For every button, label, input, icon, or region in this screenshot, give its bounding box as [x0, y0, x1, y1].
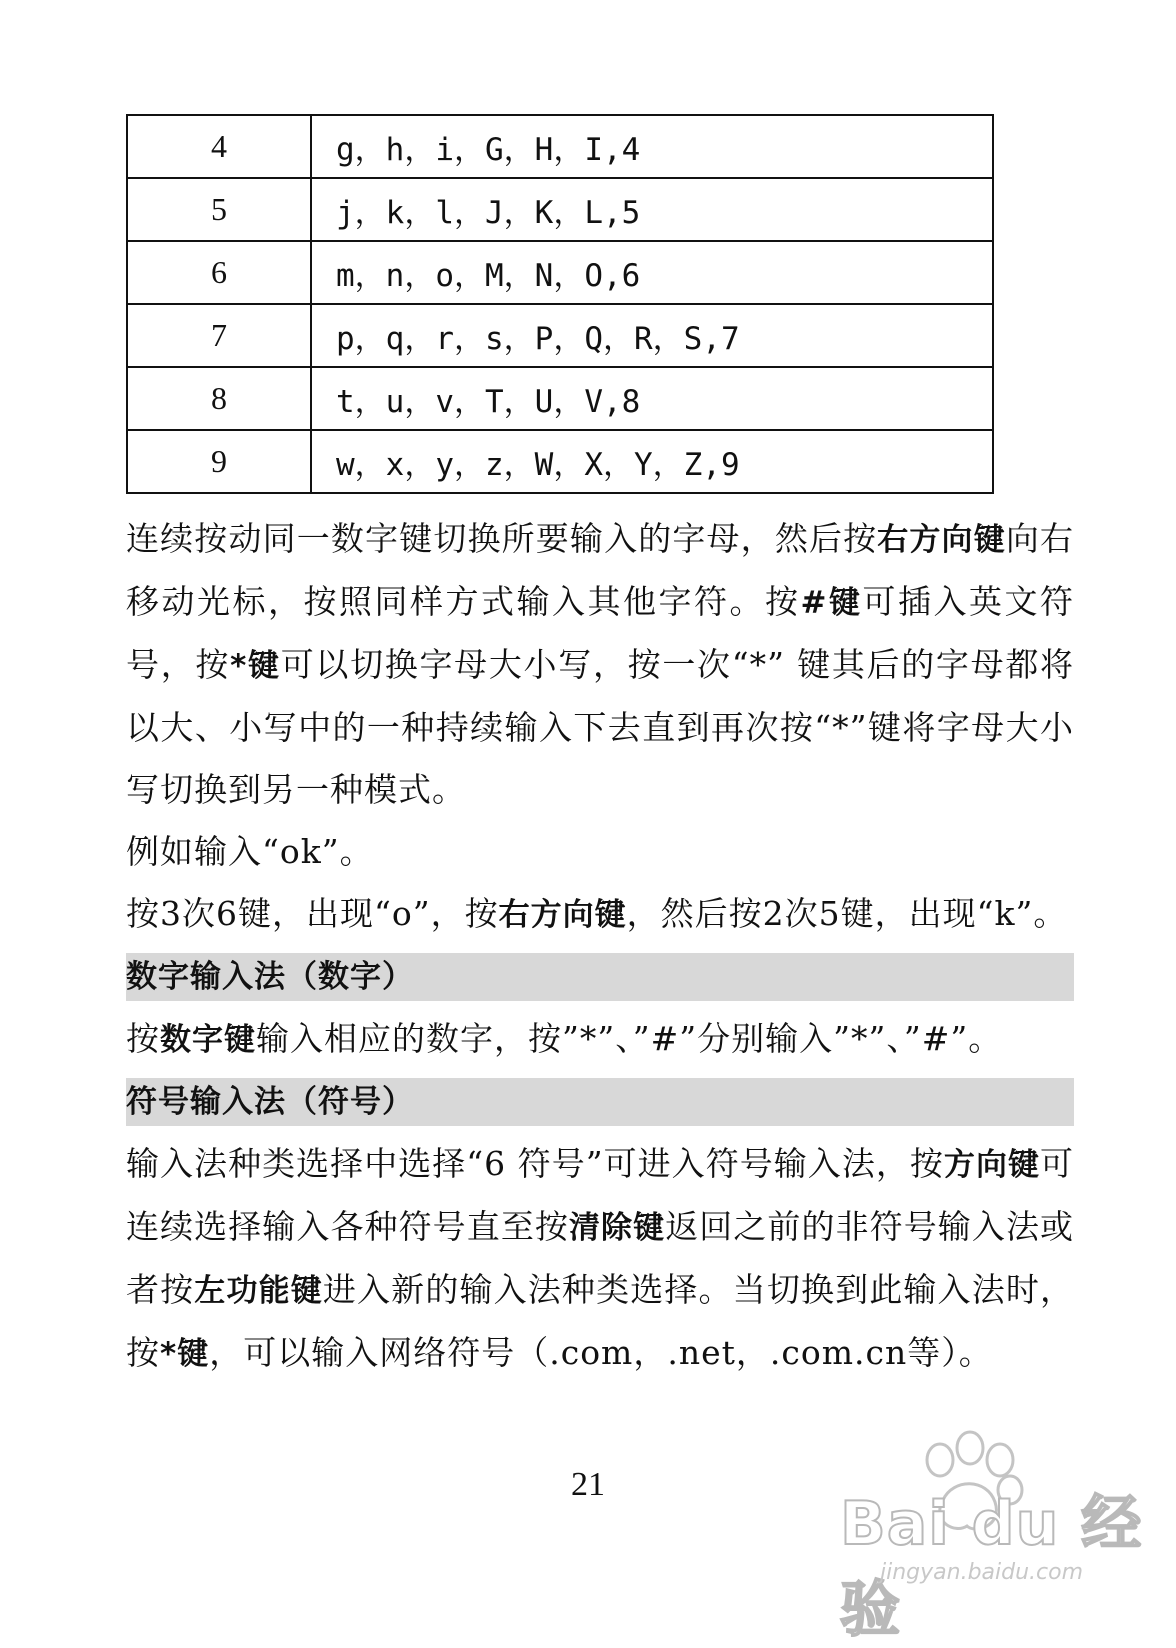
paragraph-letter-input [126, 508, 1074, 821]
table-row [127, 115, 993, 178]
page-body [126, 508, 1074, 1385]
key-cell: 6 [127, 241, 311, 304]
text-span: ，然后按2次5键，出现“k”。 [626, 894, 1068, 933]
key-cell: 7 [127, 304, 311, 367]
chars-cell: w，x，y，z，W，X，Y，Z,9 [311, 430, 993, 493]
paragraph-numeric-input [126, 1008, 1074, 1071]
text-span: 向右移动光标，按照同样方式输入其他字符。按 [126, 519, 1075, 621]
key-cell: 5 [127, 178, 311, 241]
table-row [127, 304, 993, 367]
chars-cell: p，q，r，s，P，Q，R，S,7 [311, 304, 993, 367]
table-row [127, 367, 993, 430]
text-span: 可插入英文符号，按 [126, 582, 1075, 684]
bold-term: 右方向键 [877, 522, 1006, 558]
example-intro: 例如输入“ok”。 [126, 832, 374, 871]
text-span: 可连续选择输入各种符号直至按 [126, 1144, 1075, 1246]
bold-term: 数字键 [160, 1022, 256, 1058]
key-cell: 9 [127, 430, 311, 493]
bold-term: *键 [230, 648, 281, 684]
text-span: 按 [126, 1019, 160, 1058]
text-span: 进入新的输入法种类选择。当切换到此输入法时，按 [126, 1270, 1075, 1372]
bold-term: *键 [160, 1336, 210, 1372]
watermark-url: jingyan.baidu.com [880, 1560, 1084, 1585]
page-number: 21 [571, 1466, 605, 1503]
key-mapping-table [126, 114, 994, 494]
text-span: 返回之前的非符号输入法或者按 [126, 1207, 1075, 1309]
example-steps [126, 883, 1074, 946]
bold-term: 清除键 [568, 1210, 666, 1246]
bold-term: 方向键 [943, 1147, 1041, 1183]
key-cell: 8 [127, 367, 311, 430]
text-span: 连续按动同一数字键切换所要输入的字母，然后按 [126, 519, 878, 558]
table-row [127, 241, 993, 304]
watermark-logo-text: Bai du 经验 [840, 1489, 1143, 1645]
text-span: 输入法种类选择中选择“6 符号”可进入符号输入法，按 [126, 1144, 944, 1183]
chars-cell: g，h，i，G，H，I,4 [311, 115, 993, 178]
chars-cell: j，k，l，J，K，L,5 [311, 178, 993, 241]
text-span: 按3次6键，出现“o”，按 [126, 894, 499, 933]
bold-term: 右方向键 [498, 897, 627, 933]
chars-cell: t，u，v，T，U，V,8 [311, 367, 993, 430]
section-heading-symbol: 符号输入法（符号） [126, 1078, 1074, 1126]
bold-term: 左功能键 [194, 1273, 323, 1309]
key-cell: 4 [127, 115, 311, 178]
chars-cell: m，n，o，M，N，O,6 [311, 241, 993, 304]
section-heading-numeric: 数字输入法（数字） [126, 953, 1074, 1001]
table-row [127, 178, 993, 241]
paragraph-symbol-input [126, 1133, 1074, 1385]
text-span: 输入相应的数字，按”*”、”#”分别输入”*”、”#”。 [256, 1019, 1003, 1058]
table-row [127, 430, 993, 493]
text-span: ，可以输入网络符号（.com，.net，.com.cn等）。 [209, 1333, 993, 1372]
text-span: 可以切换字母大小写，按一次“*” 键其后的字母都将以大、小写中的一种持续输入下去直到再次按“*”键将字母大小写切换到另一种模式。 [126, 645, 1075, 809]
bold-term: #键 [800, 585, 863, 621]
